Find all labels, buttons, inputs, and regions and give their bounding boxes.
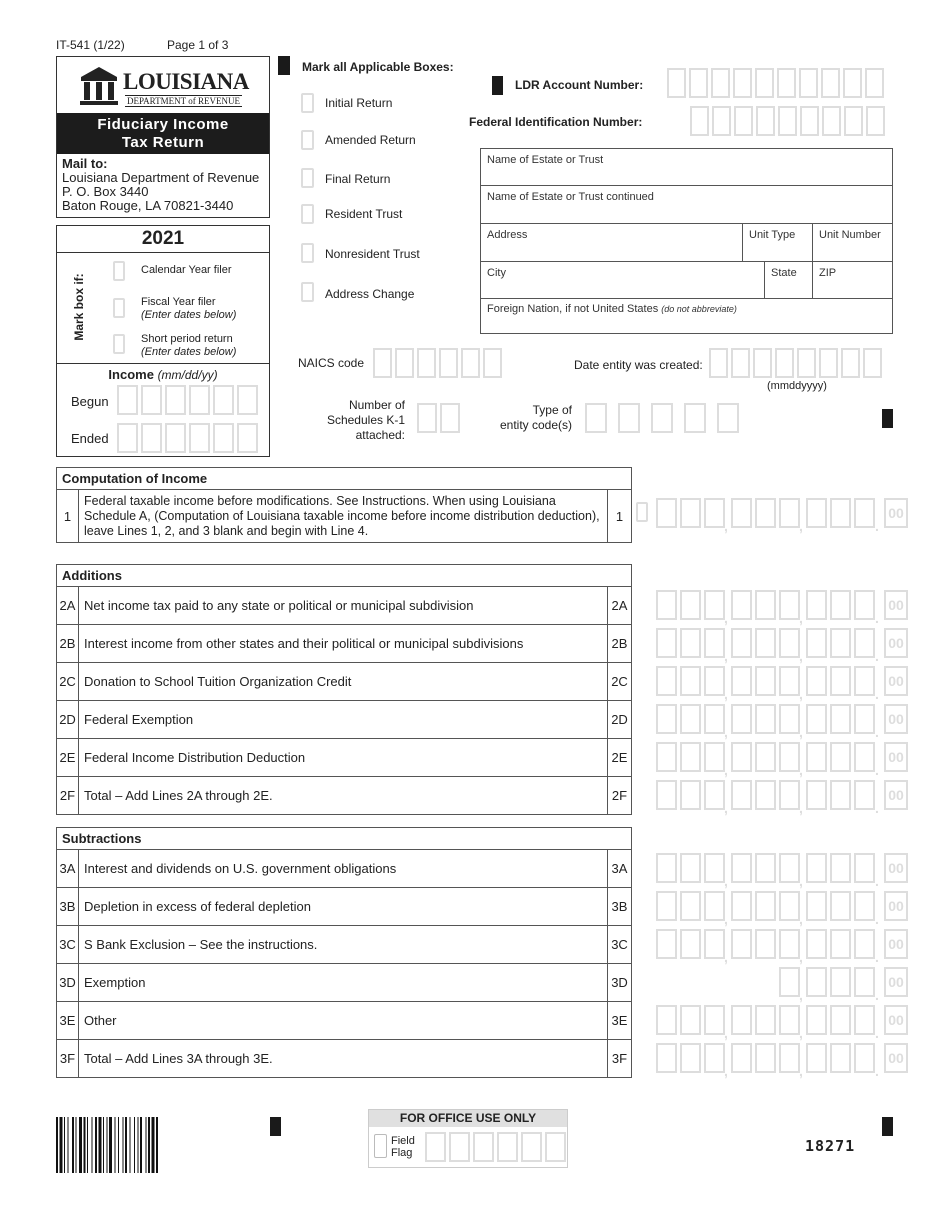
additions-title: Additions	[57, 565, 632, 587]
table-row	[57, 888, 632, 926]
scan-marker	[278, 56, 290, 75]
naics-label: NAICS code	[298, 356, 365, 370]
line-description: Total – Add Lines 2A through 2E.	[79, 777, 608, 815]
calendar-year-label: Calendar Year filer	[141, 264, 232, 276]
k1-label: Number of Schedules K-1 attached:	[326, 398, 405, 442]
line-number: 2E	[57, 739, 79, 777]
nonresident-trust-label: Nonresident Trust	[325, 247, 420, 261]
date-created-format: (mmddyyyy)	[767, 380, 827, 392]
final-return-label: Final Return	[325, 172, 391, 186]
foreign-nation-note: (do not abbreviate)	[661, 304, 737, 314]
line-description: Net income tax paid to any state or political or municipal subdivision	[79, 587, 608, 625]
line-description: Exemption	[79, 964, 608, 1002]
office-use-box	[368, 1109, 568, 1168]
capitol-logo-icon	[77, 63, 121, 107]
line-ref: 2B	[608, 625, 632, 663]
state-field[interactable]	[765, 262, 813, 299]
mail-to	[62, 157, 259, 213]
entity-code-input[interactable]	[585, 403, 750, 433]
income-format: (mm/dd/yy)	[157, 368, 218, 382]
resident-trust-checkbox[interactable]	[301, 204, 314, 224]
logo-title-box	[56, 56, 270, 218]
title-line1: Fiduciary Income	[97, 116, 229, 133]
cents-box: 00	[884, 742, 908, 772]
initial-return-label: Initial Return	[325, 96, 393, 110]
computation-title: Computation of Income	[57, 468, 632, 490]
year-box	[56, 225, 270, 457]
k1-count-input[interactable]	[417, 403, 463, 433]
subtractions-table	[56, 827, 632, 1078]
cents-box: 00	[884, 891, 908, 921]
cents-box: 00	[884, 929, 908, 959]
line-description: S Bank Exclusion – See the instructions.	[79, 926, 608, 964]
mail-line1: Louisiana Department of Revenue	[62, 170, 260, 185]
final-return-checkbox[interactable]	[301, 168, 314, 188]
address-label: Address	[487, 229, 528, 241]
applicable-label: Mark all Applicable Boxes:	[302, 60, 454, 74]
line-number: 3B	[57, 888, 79, 926]
table-row	[57, 739, 632, 777]
table-row	[57, 1040, 632, 1078]
scan-marker	[270, 1117, 281, 1136]
scan-marker	[492, 76, 503, 95]
additions-table	[56, 564, 632, 815]
barcode	[56, 1117, 228, 1173]
mail-line3: Baton Rouge, LA 70821-3440	[62, 198, 234, 213]
line-number: 2A	[57, 587, 79, 625]
begun-date-input[interactable]	[117, 385, 261, 415]
line-ref: 3D	[608, 964, 632, 1002]
computation-table	[56, 467, 632, 543]
table-row	[57, 964, 632, 1002]
estate-name-cont-label: Name of Estate or Trust continued	[487, 191, 654, 203]
amended-return-label: Amended Return	[325, 133, 416, 147]
initial-return-checkbox[interactable]	[301, 93, 314, 113]
scan-marker	[882, 409, 893, 428]
table-row	[57, 663, 632, 701]
amended-return-checkbox[interactable]	[301, 130, 314, 150]
cents-box: 00	[884, 704, 908, 734]
short-period-label: Short period return	[141, 333, 233, 345]
line-description: Donation to School Tuition Organization Credit	[79, 663, 608, 701]
table-row	[57, 625, 632, 663]
mark-box-label: Mark box if:	[72, 273, 86, 341]
tax-year: 2021	[141, 228, 185, 249]
line-ref: 3E	[608, 1002, 632, 1040]
line-number: 2B	[57, 625, 79, 663]
city-label: City	[487, 267, 506, 279]
begun-label: Begun	[71, 394, 109, 409]
line-number: 1	[57, 490, 79, 543]
line-ref: 3F	[608, 1040, 632, 1078]
line-number: 2F	[57, 777, 79, 815]
ldr-logo	[77, 63, 252, 107]
cents-box: 00	[884, 1005, 908, 1035]
cents-box: 00	[884, 967, 908, 997]
fein-label: Federal Identification Number:	[469, 115, 643, 129]
foreign-nation-label: Foreign Nation, if not United States	[487, 303, 659, 315]
unit-number-label: Unit Number	[819, 229, 881, 241]
line-description: Total – Add Lines 3A through 3E.	[79, 1040, 608, 1078]
logo-line1: LOUISIANA	[123, 69, 249, 94]
field-flag-label-2: Flag	[391, 1147, 413, 1159]
ended-label: Ended	[71, 431, 109, 446]
title-banner	[57, 113, 269, 154]
line-ref: 2F	[608, 777, 632, 815]
field-flag-label-1: Field	[391, 1135, 415, 1147]
cents-box: 00	[884, 590, 908, 620]
logo-line2: DEPARTMENT of REVENUE	[127, 96, 240, 106]
zip-field[interactable]	[813, 262, 892, 299]
short-period-note: (Enter dates below)	[141, 346, 237, 358]
table-row	[57, 850, 632, 888]
subtractions-title: Subtractions	[57, 828, 632, 850]
nonresident-trust-checkbox[interactable]	[301, 243, 314, 263]
line-ref: 2C	[608, 663, 632, 701]
line1-sign-box[interactable]	[636, 502, 648, 522]
cents-box: 00	[884, 666, 908, 696]
fiscal-year-label: Fiscal Year filer	[141, 296, 216, 308]
name-address-grid	[480, 148, 893, 334]
unit-type-label: Unit Type	[749, 229, 796, 241]
barcode-graphic	[56, 1117, 228, 1173]
line-ref: 3B	[608, 888, 632, 926]
line-number: 3E	[57, 1002, 79, 1040]
form-number: 18271	[805, 1137, 856, 1155]
line-ref: 2D	[608, 701, 632, 739]
fiscal-year-checkbox[interactable]	[113, 298, 125, 318]
table-row	[57, 701, 632, 739]
line-ref: 3C	[608, 926, 632, 964]
line-description: Federal Exemption	[79, 701, 608, 739]
table-row	[57, 926, 632, 964]
line-description: Federal Income Distribution Deduction	[79, 739, 608, 777]
ldr-account-input[interactable]	[667, 68, 887, 98]
income-label: Income	[108, 367, 154, 382]
line-ref: 1	[608, 490, 632, 543]
line-ref: 2A	[608, 587, 632, 625]
title-line2: Tax Return	[121, 134, 205, 151]
line-description: Federal taxable income before modifications. See Instructions. When using Louisiana Schedule A, (Computation of Louisiana taxable income before income distribution deduction), leave Lines 1, 2, and 3 blank and begin with Line 4.	[79, 490, 608, 543]
line-ref: 2E	[608, 739, 632, 777]
mail-label: Mail to:	[62, 156, 108, 171]
fiscal-year-note: (Enter dates below)	[141, 309, 237, 321]
office-use-title: FOR OFFICE USE ONLY	[369, 1110, 567, 1127]
cents-box: 00	[884, 853, 908, 883]
line-number: 2C	[57, 663, 79, 701]
estate-name-label: Name of Estate or Trust	[487, 154, 604, 166]
cents-box: 00	[884, 628, 908, 658]
estate-name-cont-field[interactable]	[481, 186, 892, 224]
mail-line2: P. O. Box 3440	[62, 184, 149, 199]
calendar-year-checkbox[interactable]	[113, 261, 125, 281]
short-period-checkbox[interactable]	[113, 334, 125, 354]
field-flag-checkbox[interactable]	[374, 1134, 387, 1158]
line-number: 3D	[57, 964, 79, 1002]
cents-box: 00	[884, 1043, 908, 1073]
address-change-checkbox[interactable]	[301, 282, 314, 302]
city-field[interactable]	[481, 262, 765, 299]
line-number: 3C	[57, 926, 79, 964]
page-number: Page 1 of 3	[167, 38, 229, 52]
line-ref: 3A	[608, 850, 632, 888]
field-flag-input[interactable]	[425, 1132, 569, 1162]
ended-date-input[interactable]	[117, 423, 261, 453]
resident-trust-label: Resident Trust	[325, 207, 403, 221]
date-created-input[interactable]	[709, 348, 885, 378]
line-number: 2D	[57, 701, 79, 739]
ldr-account-label: LDR Account Number:	[515, 78, 644, 92]
line-description: Interest income from other states and their political or municipal subdivisions	[79, 625, 608, 663]
line-description: Depletion in excess of federal depletion	[79, 888, 608, 926]
state-label: State	[771, 267, 797, 279]
address-change-label: Address Change	[325, 287, 415, 301]
cents-box: 00	[884, 780, 908, 810]
entity-type-label: Type of entity code(s)	[499, 403, 572, 432]
line-number: 3F	[57, 1040, 79, 1078]
table-row	[57, 1002, 632, 1040]
zip-label: ZIP	[819, 267, 837, 279]
scan-marker	[882, 1117, 893, 1136]
line-number: 3A	[57, 850, 79, 888]
table-row	[57, 777, 632, 815]
cents-box: 00	[884, 498, 908, 528]
date-created-label: Date entity was created:	[574, 358, 703, 372]
fein-input[interactable]	[690, 106, 888, 136]
unit-number-field[interactable]	[813, 224, 892, 262]
address-field[interactable]	[481, 224, 743, 262]
foreign-nation-field[interactable]	[481, 299, 892, 333]
table-row	[57, 587, 632, 625]
form-id: IT-541 (1/22)	[56, 38, 125, 52]
unit-type-field[interactable]	[743, 224, 813, 262]
line-description: Other	[79, 1002, 608, 1040]
naics-input[interactable]	[373, 348, 505, 378]
income-dates-header	[57, 367, 269, 382]
estate-name-field[interactable]	[481, 149, 892, 186]
line-description: Interest and dividends on U.S. government obligations	[79, 850, 608, 888]
